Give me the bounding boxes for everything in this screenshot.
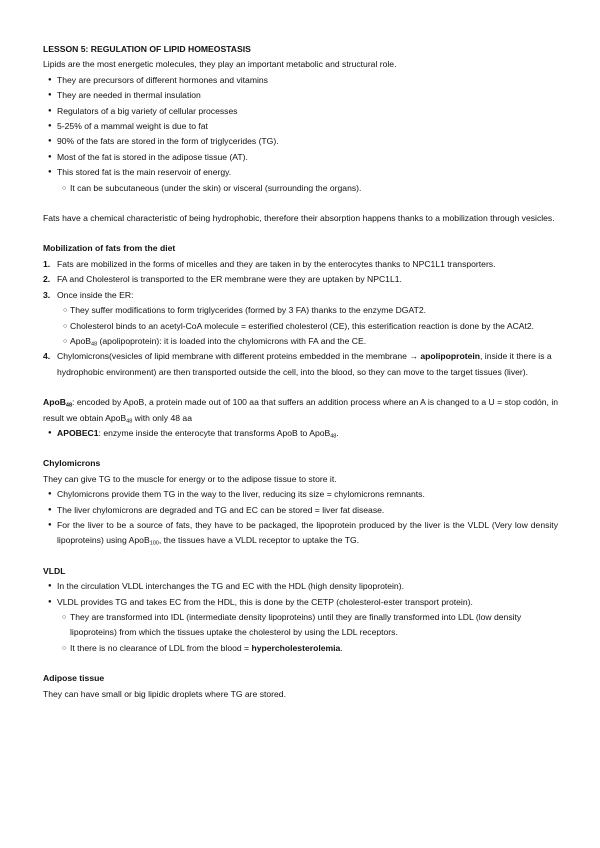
section-heading-adipose: Adipose tissue [43, 673, 105, 684]
list-item: ● In the circulation VLDL interchanges the TG and EC with the HDL (high density lipoprotein). [43, 579, 558, 594]
section-heading-vldl: VLDL [43, 565, 66, 576]
item-number: 3. [43, 289, 51, 300]
item-text: Chylomicrons(vesicles of lipid membrane with different proteins embedded in the membrane → apolipoprotein, inside it there is a hydrophobic environment) are then transported outside the cell, into the blood, so they can move to the target tissues (liver). [57, 351, 552, 377]
list-item: ● Most of the fat is stored in the adipose tissue (AT). [43, 150, 558, 165]
intro-sub-list [43, 181, 558, 196]
sub-list-item: ○ It there is no clearance of LDL from the blood = hypercholesterolemia. [43, 641, 558, 656]
numbered-item [43, 272, 558, 287]
sub-list-item: ○ Cholesterol binds to an acetyl-CoA molecule = esterified cholesterol (CE), this esterification reaction is done by the ACAt2. [57, 319, 558, 334]
list-item: ● Chylomicrons provide them TG in the way to the liver, reducing its size = chylomicrons remnants. [43, 487, 558, 502]
item-text: FA and Cholesterol is transported to the ER membrane were they are uptaken by NPC1L1. [57, 274, 402, 285]
item-number: 1. [43, 258, 51, 269]
sub-list-item: ○ They suffer modifications to form triglycerides (formed by 3 FA) thanks to the enzyme DGAT2. [57, 303, 558, 318]
page-title: LESSON 5: REGULATION OF LIPID HOMEOSTASIS [43, 44, 251, 54]
numbered-item [43, 349, 558, 380]
vldl-sub-list [43, 610, 558, 656]
section-heading-chylomicrons: Chylomicrons [43, 458, 101, 469]
item-text: Fats are mobilized in the forms of micelles and they are taken in by the enterocytes thanks to NPC1L1 transporters. [57, 258, 496, 269]
numbered-item [43, 257, 558, 272]
hydrophobic-paragraph: Fats have a chemical characteristic of being hydrophobic, therefore their absorption happens thanks to a mobilization through vesicles. [43, 213, 555, 224]
list-item: ● They are precursors of different hormones and vitamins [43, 73, 558, 88]
sub-list-item: ○ They are transformed into IDL (intermediate density lipoproteins) until they are finally transformed into LDL (low density lipoproteins) from which the tissues uptake the cholesterol by using the LDL receptors. [43, 610, 558, 641]
item-number: 2. [43, 274, 51, 285]
intro-text: Lipids are the most energetic molecules, they play an important metabolic and structural role. [43, 59, 397, 70]
list-item: ● They are needed in thermal insulation [43, 88, 558, 103]
apob-paragraph: ApoB$_{48}$: encoded by ApoB, a protein made out of 100 aa that suffers an addition process where an A is changed to a U = stop codón, in result we obtain ApoB$_{48}$ with only 48 aa [43, 397, 559, 425]
list-item: ● 5-25% of a mammal weight is due to fat [43, 119, 558, 134]
list-item: ● Regulators of a big variety of cellular processes [43, 104, 558, 119]
list-item: ● The liver chylomicrons are degraded and TG and EC can be stored = liver fat disease. [43, 503, 558, 518]
document-page [43, 42, 558, 702]
chylomicrons-intro: They can give TG to the muscle for energy or to the adipose tissue to store it. [43, 473, 337, 484]
section-heading-mobilization: Mobilization of fats from the diet [43, 243, 176, 254]
list-item: ● APOBEC1: enzyme inside the enterocyte that transforms ApoB to ApoB$_{48}$. [43, 426, 558, 441]
apob-bullet-list [43, 426, 558, 441]
sub-list-item: ○ It can be subcutaneous (under the skin) or visceral (surrounding the organs). [43, 181, 558, 196]
adipose-text: They can have small or big lipidic droplets where TG are stored. [43, 688, 286, 699]
sub-list-item: ○ ApoB$_{48}$ (apolipoprotein): it is loaded into the chylomicrons with FA and the CE. [57, 334, 558, 349]
mobilization-list [43, 257, 558, 380]
list-item: ● VLDL provides TG and takes EC from the HDL, this is done by the CETP (cholesterol-ester transport protein). [43, 595, 558, 610]
list-item: ● For the liver to be a source of fats, they have to be packaged, the lipoprotein produced by the liver is the VLDL (Very low density lipoproteins) using ApoB$_{100}$, the tissues have a VLDL receptor to uptake the TG. [43, 518, 558, 549]
er-sub-list [57, 303, 558, 349]
item-number: 4. [43, 351, 51, 362]
numbered-item [43, 288, 558, 350]
list-item: ● 90% of the fats are stored in the form of triglycerides (TG). [43, 134, 558, 149]
list-item: ● This stored fat is the main reservoir of energy. [43, 165, 558, 180]
item-text: Once inside the ER: [57, 289, 134, 300]
intro-bullet-list [43, 73, 558, 181]
chylomicrons-bullet-list [43, 487, 558, 549]
vldl-bullet-list [43, 579, 558, 610]
